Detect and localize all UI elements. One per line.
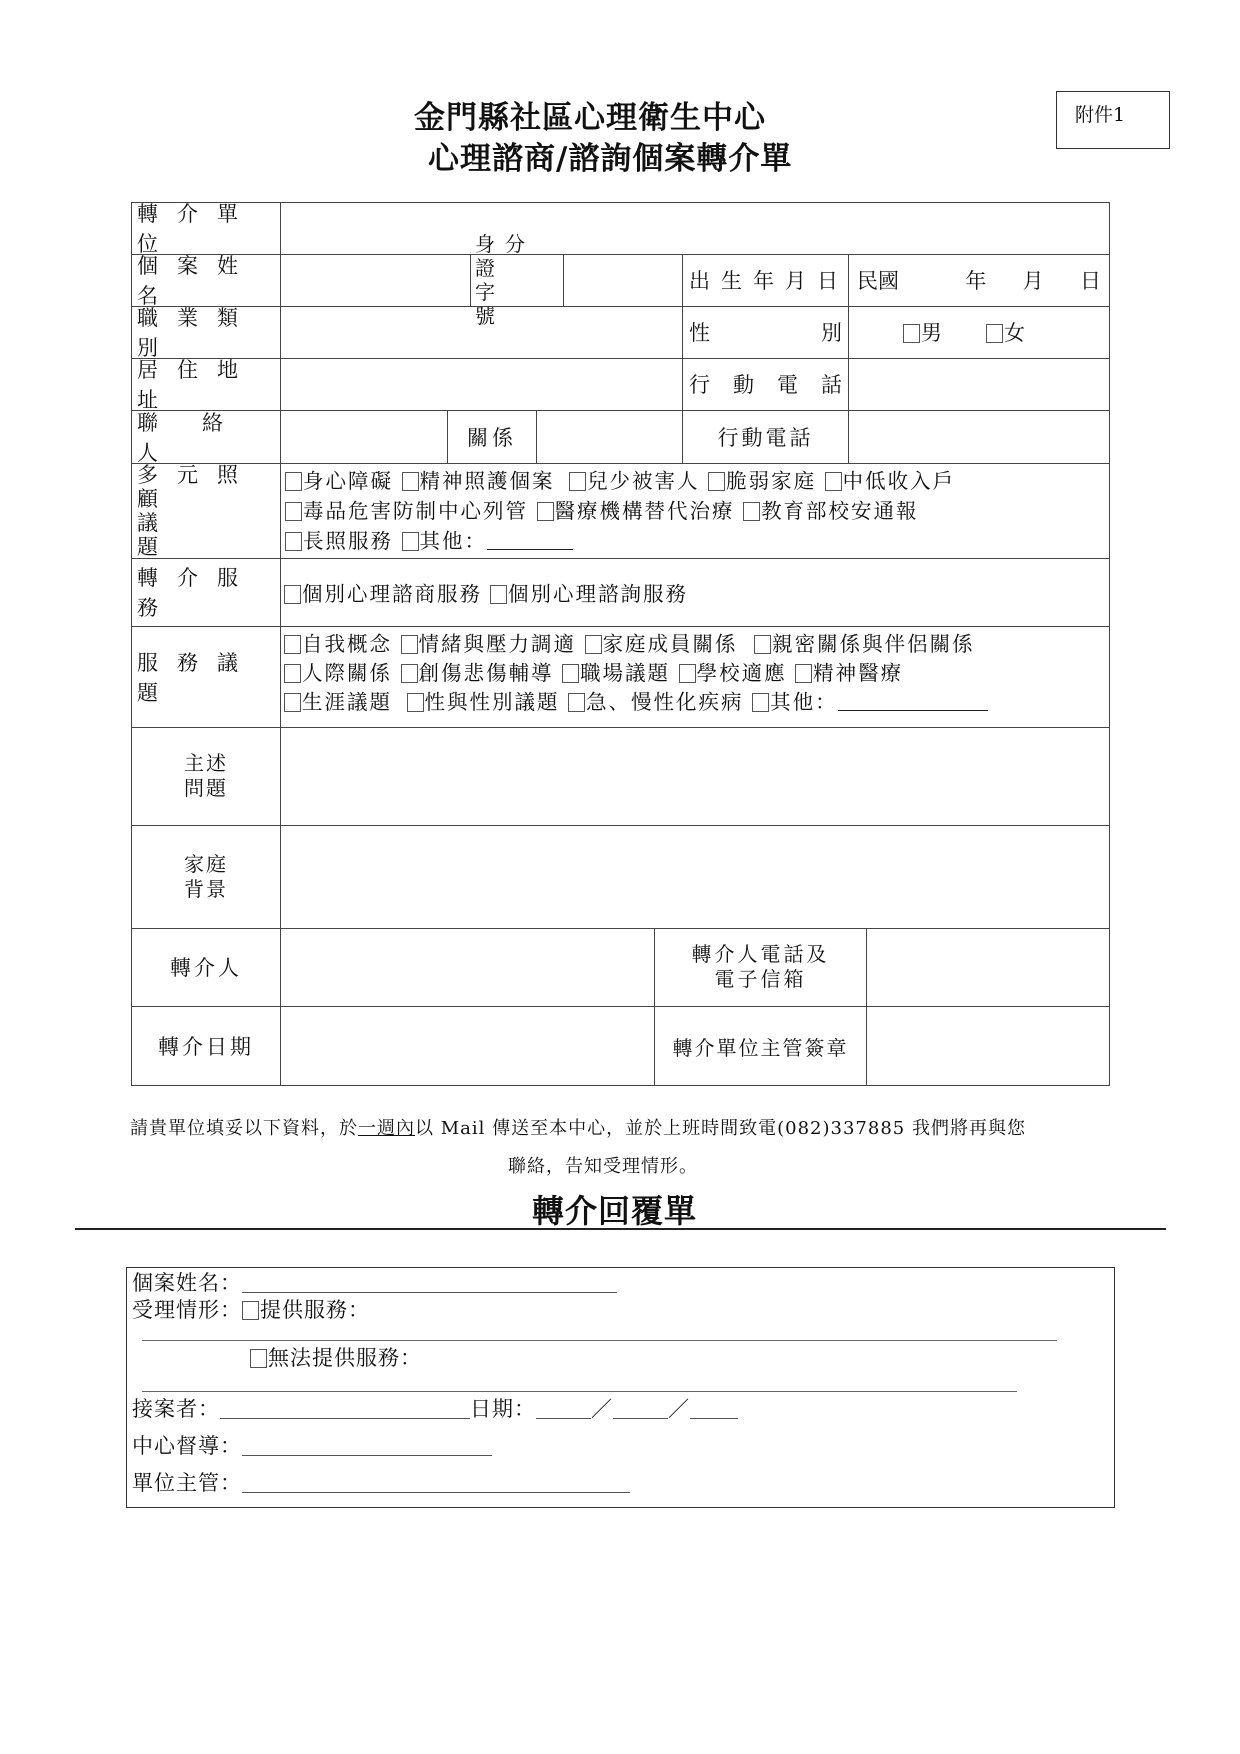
gender-female-option[interactable] [986,317,1025,347]
birth-date-label [683,254,848,306]
referrer-contact-label-line1: 轉介人電話及 [691,942,830,966]
topic-gender[interactable] [407,690,560,714]
address-field[interactable] [281,358,682,410]
checkbox[interactable] [708,472,725,491]
option-label: 親密關係與伴侶關係 [772,632,975,656]
topic-psychiatric[interactable] [795,661,903,685]
contact-mobile-label [683,410,848,463]
option-label: 兒少被害人 [587,469,700,493]
contact-field[interactable] [281,410,447,463]
option-label: 精神照護個案 [419,469,555,493]
checkbox[interactable] [679,664,696,683]
unit-head-label: 單位主管： [132,1471,242,1495]
service-topics-label-text: 服務議題 [137,650,257,705]
provide-service-checkbox[interactable] [242,1301,259,1320]
contact-label-text: 聯絡人 [137,410,267,465]
option-drug-control[interactable] [285,499,528,523]
org-title: 金門縣社區心理衛生中心 [414,100,766,136]
checkbox[interactable] [285,472,302,491]
checkbox[interactable] [285,532,302,551]
cannot-provide-checkbox[interactable] [250,1349,267,1368]
checkbox[interactable] [537,502,554,521]
checkbox[interactable] [285,502,302,521]
referral-service-label-text: 轉介服務 [137,566,257,620]
checkbox[interactable] [490,585,507,604]
topic-family-relations[interactable] [585,632,738,656]
reply-handler-row [132,1393,738,1423]
multi-care-options [285,466,955,556]
checkbox[interactable] [568,693,585,712]
service-topics-options [284,630,988,717]
checkbox[interactable] [284,664,301,683]
option-label: 教育部校安通報 [761,499,919,523]
date-separator: ／ [668,1397,690,1421]
supervisor-seal-field[interactable] [867,1006,1109,1086]
option-label: 個別心理諮商服務 [302,582,482,606]
referrer-contact-label [655,928,866,1006]
center-supervisor-label: 中心督導： [132,1434,242,1458]
topic-emotion-stress[interactable] [401,632,577,656]
option-label: 其他： [419,529,488,553]
option-label: 中低收入戶 [842,469,956,493]
mobile-field[interactable] [849,358,1109,410]
checkbox[interactable] [569,472,586,491]
topic-intimate-relations[interactable] [754,632,975,656]
checkbox[interactable] [752,693,769,712]
notice-part2: 以 Mail 傳送至本中心，並於上班時間致電(082)337885 我們將再與您 [415,1118,1026,1139]
contact-label [131,410,281,463]
attachment-label [1056,91,1170,149]
supervisor-seal-label-text: 轉介單位主管簽章 [672,1035,849,1060]
date-label: 日期： [470,1397,536,1421]
gender-male-checkbox[interactable] [903,324,920,343]
supervisor-seal-label [655,1006,866,1086]
attachment-text: 附件1 [1075,104,1126,126]
cannot-provide-service-option[interactable] [250,1342,422,1372]
other-input-line[interactable] [838,710,988,711]
option-other[interactable] [402,529,574,553]
referral-service-options [284,558,1104,626]
form-title: 心理諮商/諮詢個案轉介單 [428,141,793,177]
date-month-input[interactable] [613,1398,668,1419]
address-label [131,358,281,410]
referrer-contact-field[interactable] [867,928,1109,1006]
multi-care-label-line1: 多元照顧 [137,462,257,511]
unit-head-input[interactable] [242,1472,630,1493]
reply-case-name [132,1267,617,1297]
referral-unit-field[interactable] [281,202,1109,254]
occupation-label-text: 職業類別 [137,306,257,360]
provide-service-option[interactable] [242,1298,370,1322]
option-label: 毒品危害防制中心列管 [303,499,528,523]
reply-status [132,1294,370,1324]
main-problem-label-line1: 主述 [184,751,228,775]
multi-care-label-line2: 議題 [137,510,253,559]
checkbox[interactable] [743,502,760,521]
topic-interpersonal[interactable] [284,661,392,685]
other-input-line[interactable] [487,549,573,550]
gender-female-checkbox[interactable] [986,324,1003,343]
referrer-field[interactable] [281,928,654,1006]
provide-service-input-line[interactable] [142,1340,1057,1341]
option-label: 脆弱家庭 [726,469,817,493]
option-label: 個別心理諮詢服務 [508,582,688,606]
option-label: 家庭成員關係 [602,632,738,656]
checkbox[interactable] [284,635,301,654]
relationship-field[interactable] [537,410,682,463]
gender-label-right: 別 [821,321,842,345]
referral-service-label [131,558,281,626]
mobile-label-text: 行動電話 [689,373,865,397]
reply-title: 轉介回覆單 [532,1192,698,1230]
option-label: 性與性別議題 [424,690,560,714]
option-low-income[interactable] [825,469,956,493]
option-label: 人際關係 [302,661,392,685]
topic-career[interactable] [284,690,392,714]
id-number-label-line1: 身分證 [475,232,535,280]
relationship-label [448,410,536,463]
main-problem-label [131,727,281,825]
notice-deadline: 一週內 [358,1118,415,1139]
reply-case-name-label: 個案姓名： [132,1271,242,1295]
case-name-label [131,254,281,306]
checkbox[interactable] [402,472,419,491]
option-psychiatric-care[interactable] [402,469,555,493]
gender-options [849,306,1109,358]
id-number-label-line2: 字號 [475,280,533,328]
family-background-label-line1: 家庭 [184,851,228,876]
option-label: 其他： [770,690,838,714]
option-individual-counseling[interactable] [284,577,482,607]
checkbox[interactable] [402,532,419,551]
option-label: 生涯議題 [302,690,392,714]
checkbox[interactable] [407,693,424,712]
option-campus-report[interactable] [743,499,919,523]
option-label: 長照服務 [303,529,393,553]
referrer-label-text: 轉介人 [170,956,242,980]
date-separator: ／ [591,1397,613,1421]
referral-date-label-text: 轉介日期 [158,1035,254,1059]
handler-input[interactable] [220,1398,470,1419]
gender-female-label: 女 [1004,321,1025,345]
contact-mobile-label-text: 行動電話 [717,425,814,450]
option-label: 創傷悲傷輔導 [418,661,554,685]
cannot-provide-label: 無法提供服務： [268,1346,422,1370]
option-individual-consultation[interactable] [490,577,688,607]
id-number-label [471,232,563,328]
main-problem-field[interactable] [281,727,1109,825]
checkbox[interactable] [284,693,301,712]
notice-line1 [130,1114,1026,1140]
birth-date-label-text: 出生年月日 [689,269,849,293]
option-label: 學校適應 [696,661,787,685]
reply-title-rule [75,1228,1166,1230]
date-day-input[interactable] [690,1398,738,1419]
handler-label: 接案者： [132,1397,220,1421]
referral-unit-label-text: 轉介單位 [137,202,257,256]
provide-service-label: 提供服務： [260,1298,370,1322]
occupation-field[interactable] [281,306,682,358]
referral-unit-label [131,202,281,254]
family-background-label [131,825,281,928]
referral-date-label [131,1006,281,1086]
contact-mobile-field[interactable] [849,410,1109,463]
option-long-term-care[interactable] [285,529,393,553]
option-label: 情緒與壓力調適 [418,632,577,656]
option-label: 急、慢性化疾病 [586,690,744,714]
checkbox[interactable] [562,664,579,683]
option-child-victim[interactable] [569,469,700,493]
center-supervisor-input[interactable] [242,1435,492,1456]
topic-self-concept[interactable] [284,632,392,656]
main-problem-label-line2: 問題 [184,776,228,800]
reply-center-supervisor-row [132,1430,492,1460]
cannot-provide-input-line[interactable] [142,1391,1017,1392]
referrer-contact-label-line2: 電子信箱 [714,967,807,991]
occupation-label [131,306,281,358]
option-label: 職場議題 [580,661,671,685]
service-topics-label [131,626,281,727]
option-vulnerable-family[interactable] [708,469,816,493]
case-name-field[interactable] [281,254,470,306]
referrer-label [131,928,281,1006]
checkbox[interactable] [585,635,602,654]
checkbox[interactable] [401,635,418,654]
option-label: 精神醫療 [813,661,904,685]
birth-date-year: 年 [965,269,987,293]
checkbox[interactable] [825,472,842,491]
topic-other[interactable] [752,690,988,714]
notice-line2: 聯絡，告知受理情形。 [508,1156,698,1177]
checkbox[interactable] [754,635,771,654]
gender-label-left: 性 [689,321,710,345]
topic-chronic-illness[interactable] [568,690,744,714]
id-number-field[interactable] [564,254,682,306]
option-substitution-therapy[interactable] [537,499,735,523]
birth-date-day: 日 [1079,269,1101,293]
option-disability[interactable] [285,469,393,493]
topic-trauma-grief[interactable] [401,661,554,685]
topic-workplace[interactable] [562,661,670,685]
gender-male-option[interactable] [903,317,942,347]
address-label-text: 居住地址 [137,358,257,412]
date-year-input[interactable] [536,1398,591,1419]
case-name-label-text: 個案姓名 [137,254,257,308]
multi-care-label [131,463,281,558]
reply-unit-head-row [132,1467,630,1497]
relationship-label-text: 關係 [467,425,517,450]
option-label: 身心障礙 [303,469,393,493]
checkbox[interactable] [284,585,301,604]
birth-date-field[interactable] [849,254,1109,306]
birth-date-month: 月 [1022,269,1044,293]
family-background-label-line2: 背景 [184,876,228,901]
reply-case-name-input[interactable] [242,1272,617,1293]
birth-date-era: 民國 [857,269,899,293]
referral-date-field[interactable] [281,1006,654,1086]
option-label: 自我概念 [302,632,392,656]
gender-male-label: 男 [921,321,942,345]
notice-part1: 請貴單位填妥以下資料，於 [130,1118,358,1139]
topic-school-adaptation[interactable] [679,661,787,685]
checkbox[interactable] [401,664,418,683]
checkbox[interactable] [795,664,812,683]
family-background-field[interactable] [281,825,1109,928]
gender-label [683,306,848,358]
option-label: 醫療機構替代治療 [554,499,735,523]
mobile-label [683,358,865,410]
reply-status-label: 受理情形： [132,1298,242,1322]
